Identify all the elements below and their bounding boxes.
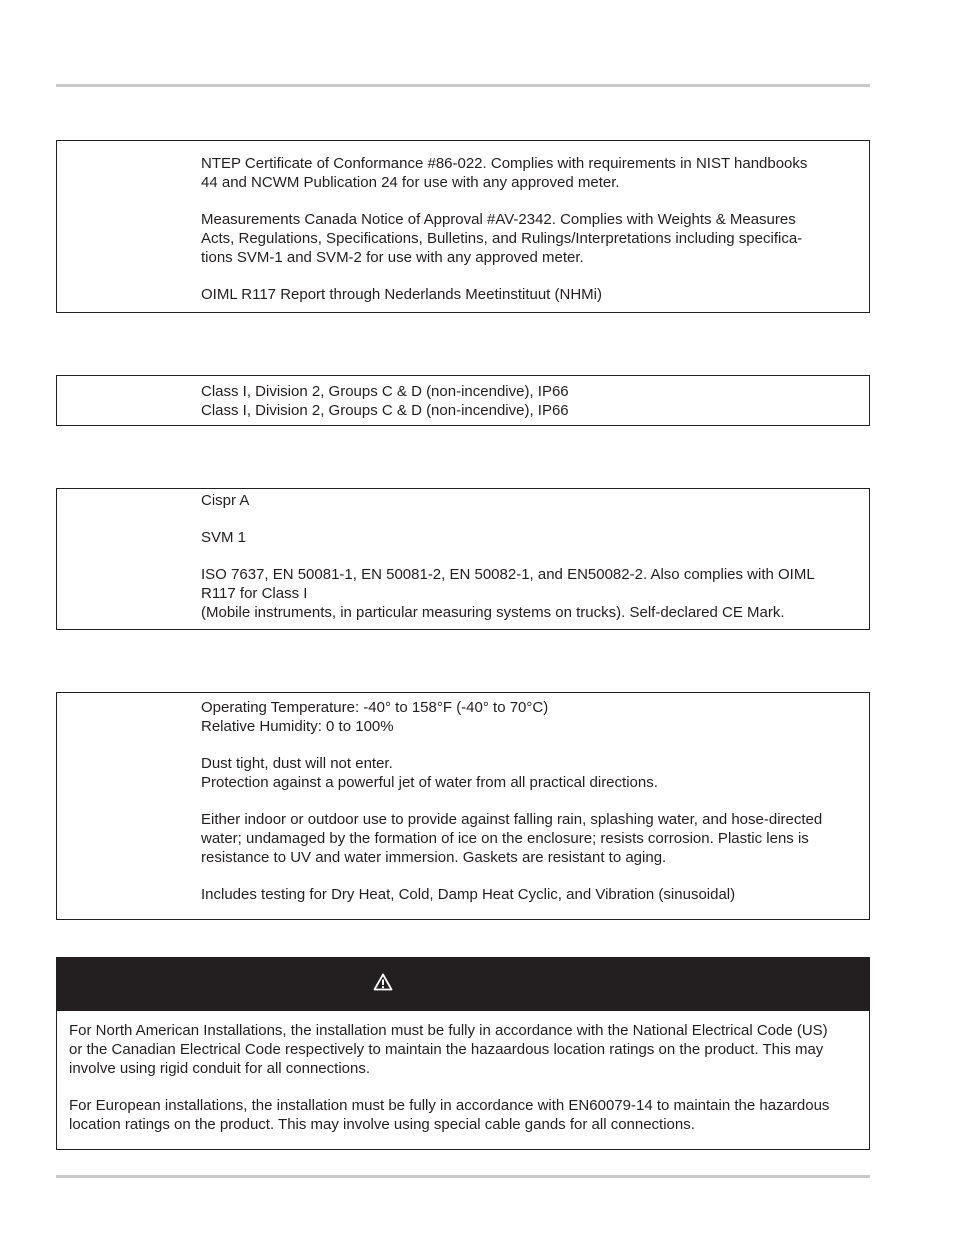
- warning-line: involve using rigid conduit for all connections.: [69, 1060, 371, 1077]
- bottom-rule: [56, 1175, 870, 1178]
- hazardous-location-box: [56, 375, 870, 426]
- hazardous-location-content: [201, 382, 859, 420]
- warning-header: [57, 958, 869, 1011]
- environmental-line: Either indoor or outdoor use to provide against falling rain, splashing water, and hose-directed: [201, 811, 823, 828]
- approvals-line: Measurements Canada Notice of Approval #AV-2342. Complies with Weights & Measures: [201, 211, 796, 228]
- emc-content: [201, 491, 859, 622]
- approvals-line: 44 and NCWM Publication 24 for use with any approved meter.: [201, 174, 620, 191]
- environmental-line: Relative Humidity: 0 to 100%: [201, 718, 394, 735]
- environmental-box: [56, 692, 870, 920]
- hazardous-location-line: Class I, Division 2, Groups C & D (non-incendive), IP66: [201, 383, 569, 400]
- hazardous-location-line: Class I, Division 2, Groups C & D (non-incendive), IP66: [201, 402, 569, 419]
- emc-line: R117 for Class I: [201, 585, 308, 602]
- approvals-line: OIML R117 Report through Nederlands Meetinstituut (NHMi): [201, 286, 603, 303]
- warning-body: [69, 1021, 861, 1134]
- emc-line: Cispr A: [201, 492, 250, 509]
- environmental-line: Operating Temperature: -40° to 158°F (-40° to 70°C): [201, 699, 549, 716]
- approvals-line: Acts, Regulations, Specifications, Bulletins, and Rulings/Interpretations including specifica-: [201, 230, 803, 247]
- emc-box: [56, 488, 870, 630]
- environmental-line: Dust tight, dust will not enter.: [201, 755, 393, 772]
- warning-line: location ratings on the product. This may involve using special cable gands for all connections.: [69, 1116, 695, 1133]
- warning-line: For European installations, the installation must be fully in accordance with EN60079-14 to maintain the hazardous: [69, 1097, 830, 1114]
- emc-line: (Mobile instruments, in particular measuring systems on trucks). Self-declared CE Mark.: [201, 604, 785, 621]
- top-rule: [56, 84, 870, 87]
- emc-line: ISO 7637, EN 50081-1, EN 50081-2, EN 50082-1, and EN50082-2. Also complies with OIML: [201, 566, 815, 583]
- environmental-content: [201, 698, 859, 904]
- warning-triangle-icon: [373, 973, 393, 991]
- environmental-line: resistance to UV and water immersion. Gaskets are resistant to aging.: [201, 849, 667, 866]
- environmental-line: Includes testing for Dry Heat, Cold, Damp Heat Cyclic, and Vibration (sinusoidal): [201, 886, 736, 903]
- approvals-content: [201, 154, 859, 304]
- warning-box: [56, 957, 870, 1150]
- warning-line: or the Canadian Electrical Code respectively to maintain the hazaardous location ratings on the product. This may: [69, 1041, 824, 1058]
- emc-line: SVM 1: [201, 529, 247, 546]
- environmental-line: Protection against a powerful jet of water from all practical directions.: [201, 774, 658, 791]
- warning-line: For North American Installations, the installation must be fully in accordance with the National Electrical Code (US): [69, 1022, 828, 1039]
- environmental-line: water; undamaged by the formation of ice on the enclosure; resists corrosion. Plastic lens is: [201, 830, 809, 847]
- approvals-box: [56, 140, 870, 313]
- approvals-line: tions SVM-1 and SVM-2 for use with any approved meter.: [201, 249, 584, 266]
- approvals-line: NTEP Certificate of Conformance #86-022. Complies with requirements in NIST handbooks: [201, 155, 808, 172]
